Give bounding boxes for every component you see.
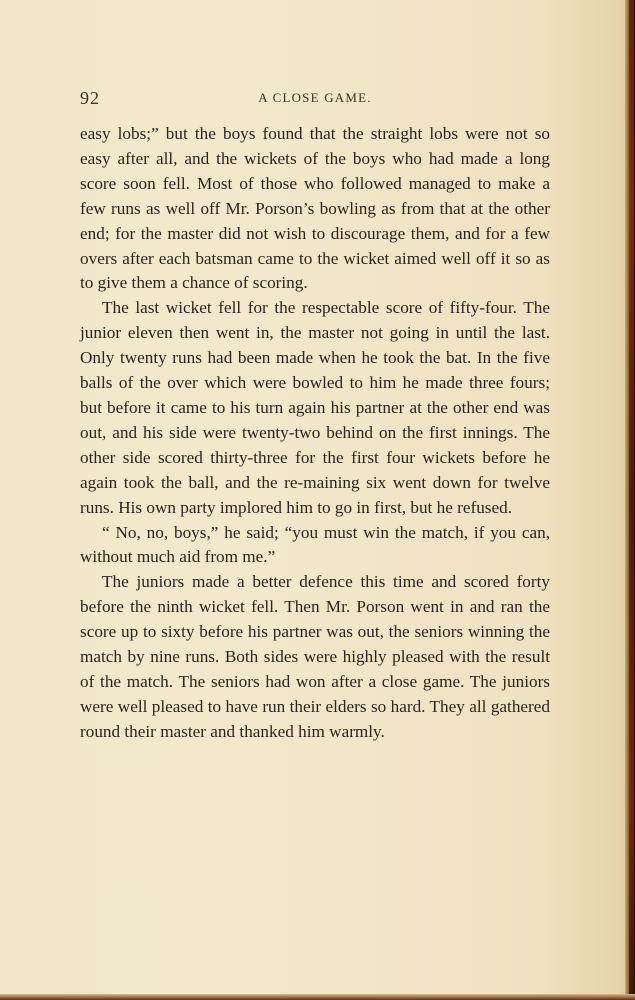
paragraph-1: easy lobs;” but the boys found that the straight lobs were not so easy after all, and the wickets of the boys who had made a long score soon fell. Most of those who followed managed to make a few runs as well off Mr. Porson’s bowling as from that at the other end; for the master did not wish to discourage them, and for a few overs after each batsman came to the wicket aimed well off it so as to give them a chance of scoring. [80, 124, 550, 293]
running-title: A CLOSE GAME. [258, 90, 372, 105]
page-header [80, 88, 550, 110]
paragraph-4: The juniors made a better defence this time and scored forty before the ninth wicket fell. Then Mr. Porson went in and ran the score up to sixty before his partner was out, the seniors winning the match by nine runs. Both sides were highly pleased with the result of the match. The seniors had won after a close game. The juniors were well pleased to have run their elders so hard. They all gathered round their master and thanked him warmly. [80, 572, 550, 741]
spine-binding [629, 0, 634, 1000]
body-text [80, 122, 550, 745]
page-number: 92 [80, 88, 100, 108]
bottom-edge [0, 994, 635, 1000]
paragraph-2: The last wicket fell for the respectable score of fifty-four. The junior eleven then went in, the master not going in until the last. Only twenty runs had been made when he took the bat. In the five balls of the over which were bowled to him he made three fours; but before it came to his turn again his partner at the other end was out, and his side were twenty-two behind on the first innings. The other side scored thirty-three for the first four wickets before he again took the ball, and the re-maining six went down for twelve runs. His own party implored him to go in first, but he refused. [80, 298, 550, 517]
paragraph-3: “ No, no, boys,” he said; “you must win the match, if you can, without much aid from me.” [80, 522, 550, 567]
